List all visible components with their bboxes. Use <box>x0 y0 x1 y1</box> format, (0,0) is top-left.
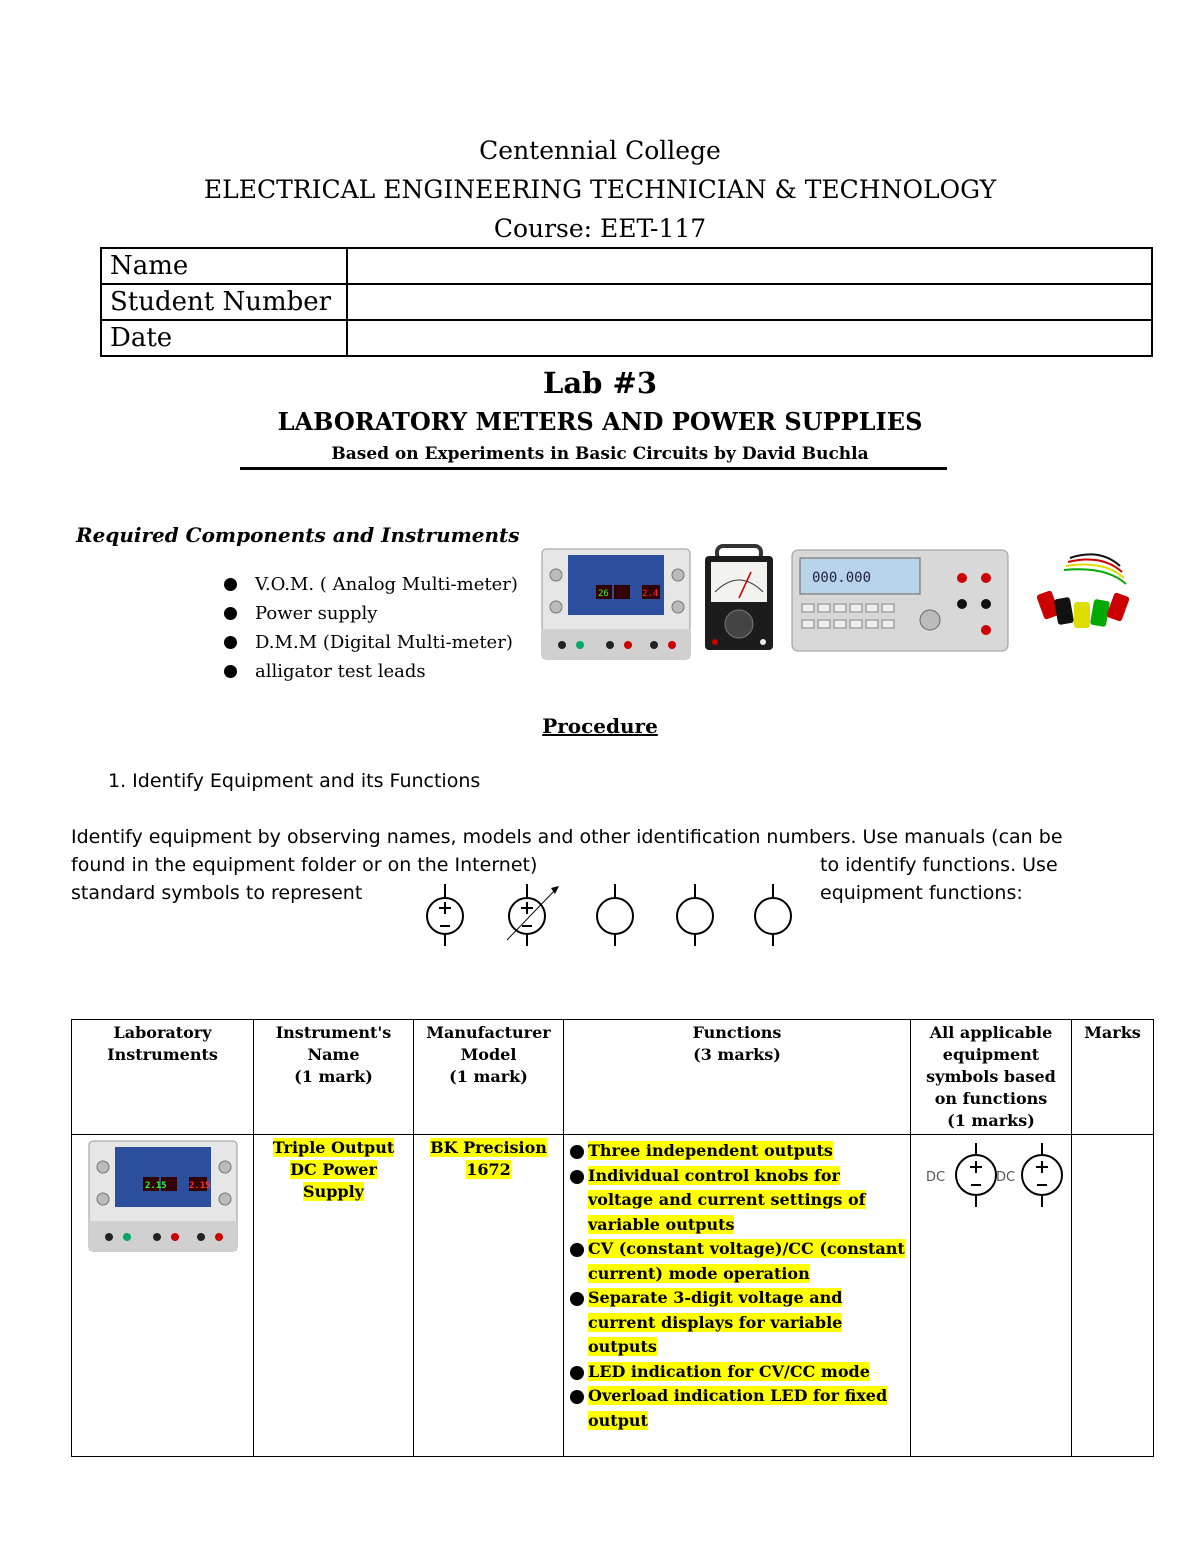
info-row-student-number <box>101 284 1152 320</box>
meter-symbol-icon <box>597 884 633 946</box>
power-supply-photo <box>82 1137 244 1255</box>
meter-symbol-icon <box>755 884 791 946</box>
dc-label: DC <box>926 1170 946 1185</box>
list-item <box>568 1139 906 1164</box>
bullet-icon <box>224 665 237 678</box>
procedure-heading: Procedure <box>542 714 658 738</box>
instrument-model: BK Precision 1672 <box>430 1138 547 1179</box>
bullet-icon <box>224 607 237 620</box>
dc-label: DC <box>996 1170 1016 1185</box>
instruction-line-2b: to identify functions. Use <box>820 854 1058 876</box>
info-label: Date <box>101 320 347 356</box>
function-text: Overload indication LED for fixed output <box>588 1386 888 1430</box>
required-list <box>222 570 518 686</box>
list-item <box>568 1384 906 1433</box>
function-text: Separate 3-digit voltage and current displays for variable outputs <box>588 1288 843 1356</box>
info-row-name <box>101 248 1152 284</box>
bullet-icon <box>224 578 237 591</box>
list-item <box>568 1237 906 1286</box>
header-text: All applicable equipment symbols based on functions (1 marks) <box>926 1023 1056 1130</box>
instrument-photo-cell <box>72 1135 254 1457</box>
bullet-icon <box>570 1243 584 1257</box>
instrument-functions-cell <box>564 1135 911 1457</box>
col-header-functions <box>564 1020 911 1135</box>
college-name: Centennial College <box>479 136 721 165</box>
instruction-line-3b: equipment functions: <box>820 882 1023 904</box>
list-item <box>568 1360 906 1385</box>
header-text: Laboratory Instruments <box>107 1023 218 1064</box>
header-text: Manufacturer Model (1 mark) <box>426 1023 551 1086</box>
col-header-model <box>414 1020 564 1135</box>
bullet-icon <box>224 636 237 649</box>
bullet-icon <box>570 1366 584 1380</box>
bullet-icon <box>570 1145 584 1159</box>
list-item <box>568 1164 906 1238</box>
header-text: Marks <box>1084 1023 1141 1042</box>
list-item <box>222 657 518 686</box>
header-text: Instrument's Name (1 mark) <box>275 1023 392 1086</box>
col-header-marks <box>1072 1020 1154 1135</box>
list-item <box>222 599 518 628</box>
instrument-model-cell <box>414 1135 564 1457</box>
student-number-field[interactable] <box>347 284 1152 320</box>
table-header-row <box>72 1020 1154 1135</box>
list-item <box>222 570 518 599</box>
info-label: Student Number <box>101 284 347 320</box>
alligator-leads-photo <box>1030 548 1132 648</box>
svg-text:2.15: 2.15 <box>188 1181 211 1191</box>
bullet-icon <box>570 1292 584 1306</box>
function-text: CV (constant voltage)/CC (constant current) mode operation <box>588 1239 905 1283</box>
equipment-table <box>71 1019 1154 1457</box>
dc-source-symbol-icon <box>956 1143 996 1207</box>
meter-symbol-icon <box>677 884 713 946</box>
power-supply-photo <box>540 545 692 663</box>
svg-text:26: 26 <box>598 589 609 599</box>
svg-text:000.000: 000.000 <box>812 570 872 586</box>
col-header-instruments <box>72 1020 254 1135</box>
digital-multimeter-photo <box>790 548 1010 653</box>
student-info-table <box>100 247 1153 357</box>
lab-title: LABORATORY METERS AND POWER SUPPLIES <box>277 407 923 436</box>
col-header-name <box>254 1020 414 1135</box>
item-text: V.O.M. ( Analog Multi-meter) <box>255 574 518 595</box>
instruction-line-2a: found in the equipment folder or on the Internet) <box>71 854 538 876</box>
function-text: LED indication for CV/CC mode <box>588 1361 870 1381</box>
dc-source-symbol-icon <box>1022 1143 1062 1207</box>
table-row <box>72 1135 1154 1457</box>
list-item <box>222 628 518 657</box>
instruction-line-1: Identify equipment by observing names, models and other identification numbers. Use manuals (can be <box>71 826 1063 848</box>
instruction-line-3a: standard symbols to represent <box>71 882 363 904</box>
functions-list <box>568 1139 906 1433</box>
analog-multimeter-photo <box>703 544 775 652</box>
header-text: Functions (3 marks) <box>692 1023 782 1064</box>
course-code: Course: EET-117 <box>493 214 707 243</box>
variable-dc-source-symbol-icon <box>507 884 559 946</box>
dc-source-symbol-icon <box>427 884 463 946</box>
item-text: Power supply <box>255 603 378 624</box>
name-field[interactable] <box>347 248 1152 284</box>
step-1-title: 1. Identify Equipment and its Functions <box>108 770 481 792</box>
equipment-symbols <box>415 882 805 948</box>
info-row-date <box>101 320 1152 356</box>
instrument-symbols-cell <box>911 1135 1072 1457</box>
bullet-icon <box>570 1170 584 1184</box>
info-label: Name <box>101 248 347 284</box>
bullet-icon <box>570 1390 584 1404</box>
dc-symbols <box>916 1143 1066 1209</box>
list-item <box>568 1286 906 1360</box>
marks-cell[interactable] <box>1072 1135 1154 1457</box>
program-name: ELECTRICAL ENGINEERING TECHNICIAN & TECHNOLOGY <box>203 175 997 204</box>
based-on-text: Based on Experiments in Basic Circuits by David Buchla <box>331 444 869 464</box>
item-text: alligator test leads <box>255 661 426 682</box>
function-text: Individual control knobs for voltage and current settings of variable outputs <box>588 1165 866 1234</box>
title-rule <box>240 467 947 470</box>
instrument-name-cell <box>254 1135 414 1457</box>
col-header-symbols <box>911 1020 1072 1135</box>
item-text: D.M.M (Digital Multi-meter) <box>255 632 513 653</box>
required-heading: Required Components and Instruments <box>76 523 520 547</box>
lab-number: Lab #3 <box>542 366 658 400</box>
instrument-name: Triple Output DC Power Supply <box>272 1138 395 1201</box>
date-field[interactable] <box>347 320 1152 356</box>
svg-text:2.15: 2.15 <box>144 1181 167 1191</box>
function-text: Three independent outputs <box>588 1141 833 1160</box>
svg-text:2.4: 2.4 <box>642 589 659 599</box>
